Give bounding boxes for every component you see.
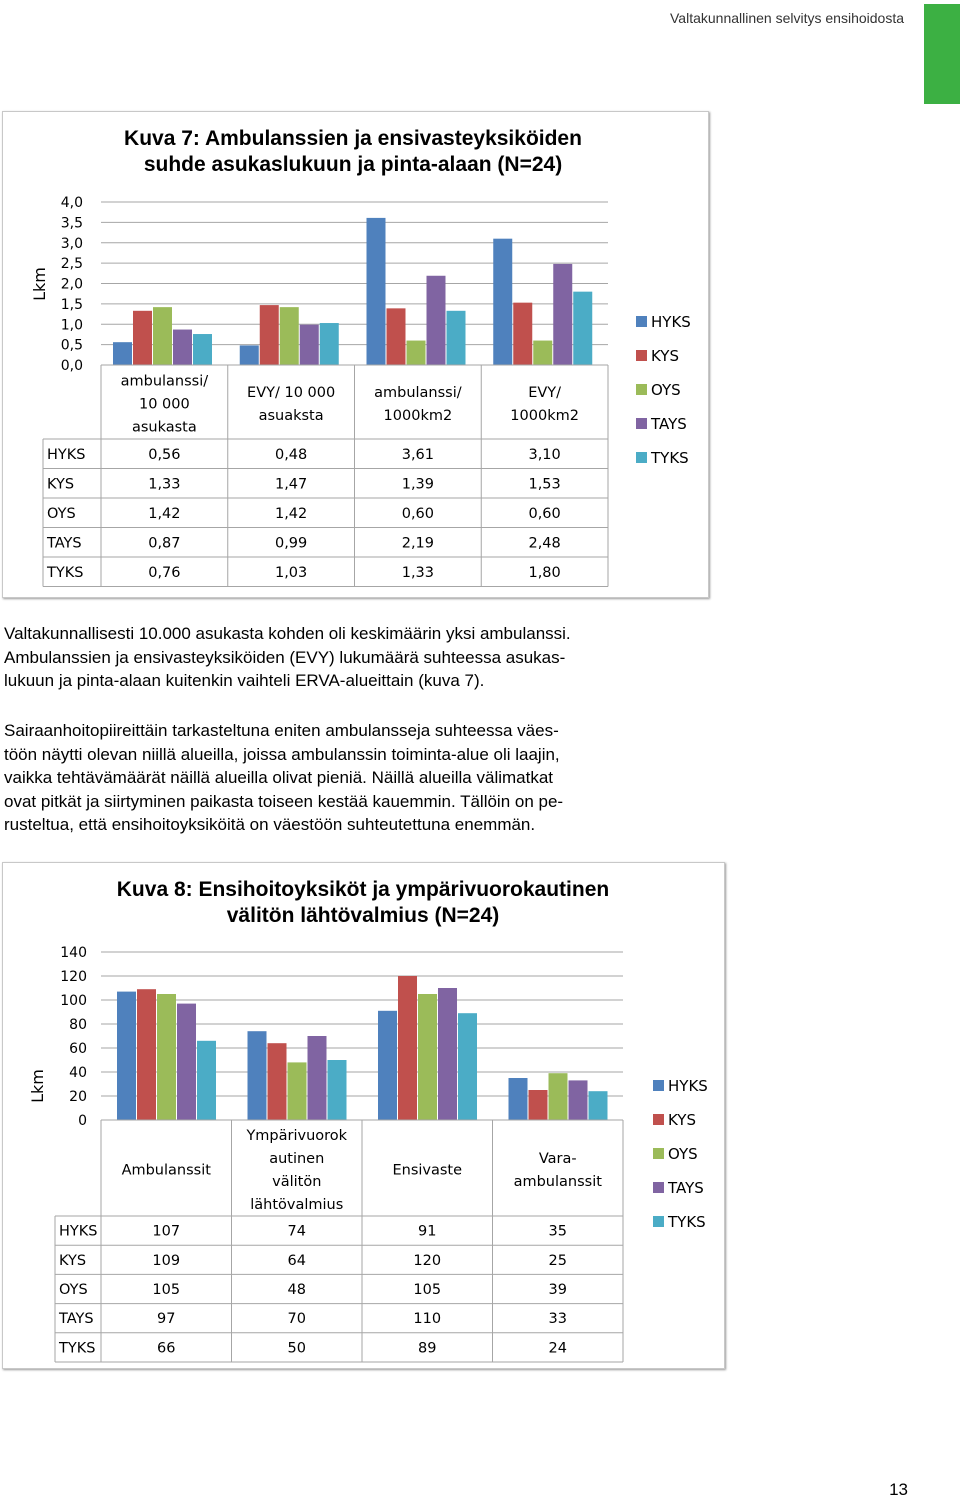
bar-hyks xyxy=(367,218,386,365)
chart-title-line: Kuva 8: Ensihoitoyksiköt ja ympärivuorokautinen xyxy=(116,878,610,901)
bar-oys xyxy=(153,307,172,365)
bar-kys xyxy=(529,1090,548,1120)
bar-kys xyxy=(260,305,279,365)
category-label: lähtövalmius xyxy=(250,1197,344,1213)
bar-tays xyxy=(427,276,446,365)
bar-kys xyxy=(137,989,156,1120)
text-line: Valtakunnallisesti 10.000 asukasta kohden oli keskimäärin yksi ambulanssi. xyxy=(4,624,571,643)
category-label: Ympärivuorok xyxy=(246,1128,348,1144)
y-axis-label: Lkm xyxy=(30,267,49,301)
bar-tyks xyxy=(328,1060,347,1120)
series-row-label: TAYS xyxy=(59,1311,94,1328)
bar-hyks xyxy=(240,345,259,365)
legend-swatch-tyks xyxy=(653,1216,664,1227)
y-tick-label: 2,0 xyxy=(60,276,83,293)
bar-tyks xyxy=(589,1091,608,1120)
text-line: Sairaanhoitopiireittäin tarkasteltuna eniten ambulansseja suhteessa väes- xyxy=(4,721,559,740)
bar-tyks xyxy=(197,1041,216,1120)
category-label: Ambulanssit xyxy=(121,1162,211,1179)
bar-kys xyxy=(387,308,406,365)
series-row-label: OYS xyxy=(47,505,76,522)
bar-hyks xyxy=(493,239,512,365)
bar-kys xyxy=(513,303,532,365)
green-margin-tab xyxy=(924,4,960,104)
data-value: 1,33 xyxy=(401,564,435,581)
legend-label: HYKS xyxy=(651,313,691,331)
data-value: 3,61 xyxy=(401,446,435,463)
y-tick-label: 60 xyxy=(69,1041,87,1057)
bar-oys xyxy=(407,341,426,365)
legend-swatch-hyks xyxy=(636,316,647,327)
series-row-label: KYS xyxy=(47,476,75,493)
bar-hyks xyxy=(248,1031,267,1120)
data-value: 0,60 xyxy=(528,505,561,522)
data-value: 50 xyxy=(287,1340,306,1357)
data-value: 110 xyxy=(413,1311,442,1328)
data-value: 89 xyxy=(418,1340,437,1357)
data-value: 0,99 xyxy=(274,535,308,552)
data-value: 1,42 xyxy=(148,505,181,522)
data-value: 1,03 xyxy=(274,564,308,581)
category-label: Ensivaste xyxy=(392,1162,463,1179)
category-label: ambulanssit xyxy=(513,1174,602,1190)
bar-kys xyxy=(133,311,152,365)
legend-label: KYS xyxy=(668,1111,696,1129)
y-tick-label: 40 xyxy=(69,1065,87,1081)
data-value: 0,56 xyxy=(148,446,181,463)
category-label: EVY/ xyxy=(528,385,562,401)
bar-tays xyxy=(177,1004,196,1120)
y-tick-label: 2,5 xyxy=(60,256,83,273)
data-value: 109 xyxy=(152,1252,181,1269)
data-value: 91 xyxy=(418,1223,437,1240)
legend-swatch-kys xyxy=(653,1114,664,1125)
data-value: 105 xyxy=(152,1282,181,1298)
bar-tays xyxy=(438,988,457,1120)
y-tick-label: 100 xyxy=(60,993,87,1009)
data-value: 0,48 xyxy=(274,446,308,463)
data-value: 74 xyxy=(287,1223,306,1240)
data-value: 66 xyxy=(157,1340,176,1357)
paragraph-1 xyxy=(4,622,696,693)
category-label: ambulanssi/ xyxy=(374,385,462,401)
y-tick-label: 80 xyxy=(69,1017,87,1033)
y-tick-label: 20 xyxy=(69,1089,87,1105)
chart-title-line: suhde asukaslukuun ja pinta-alaan (N=24) xyxy=(143,153,563,176)
y-tick-label: 0,0 xyxy=(60,358,83,374)
legend-swatch-hyks xyxy=(653,1080,664,1091)
bar-tyks xyxy=(447,311,466,365)
data-value: 2,48 xyxy=(528,535,561,552)
text-line: ovat pitkät ja siirtyminen paikasta toiseen kestää kauemmin. Tällöin on pe- xyxy=(4,791,564,811)
bar-oys xyxy=(280,307,299,365)
data-value: 120 xyxy=(413,1252,442,1269)
page-number: 13 xyxy=(889,1480,908,1499)
running-header: Valtakunnallinen selvitys ensihoidosta xyxy=(670,10,904,26)
bar-tyks xyxy=(573,292,592,365)
bar-tays xyxy=(308,1036,327,1120)
data-value: 1,47 xyxy=(274,476,308,493)
category-label: asukasta xyxy=(131,419,197,436)
legend-label: OYS xyxy=(668,1145,698,1163)
category-label: asuaksta xyxy=(258,408,324,424)
data-value: 24 xyxy=(548,1340,567,1357)
data-value: 0,76 xyxy=(148,564,181,581)
data-value: 105 xyxy=(413,1282,442,1298)
data-value: 64 xyxy=(287,1252,306,1269)
data-value: 70 xyxy=(287,1311,306,1328)
series-row-label: HYKS xyxy=(59,1223,98,1240)
data-value: 1,33 xyxy=(148,476,181,493)
data-value: 2,19 xyxy=(401,535,435,552)
y-tick-label: 120 xyxy=(60,969,87,985)
bar-hyks xyxy=(509,1078,528,1120)
data-value: 97 xyxy=(157,1311,176,1328)
bar-oys xyxy=(157,994,176,1120)
y-tick-label: 3,0 xyxy=(60,235,83,252)
bar-oys xyxy=(549,1073,568,1120)
data-value: 35 xyxy=(548,1223,567,1240)
legend-label: TYKS xyxy=(651,449,689,467)
category-label: 1000km2 xyxy=(383,408,453,424)
text-line: lukuun ja pinta-alaan kuitenkin vaihteli ERVA-alueittain (kuva 7). xyxy=(4,671,485,690)
category-label: ambulanssi/ xyxy=(120,373,209,390)
y-tick-label: 0 xyxy=(78,1113,87,1129)
legend-label: HYKS xyxy=(668,1077,708,1095)
legend-swatch-kys xyxy=(636,350,647,361)
data-value: 107 xyxy=(152,1223,181,1240)
legend-swatch-oys xyxy=(636,384,647,395)
bar-kys xyxy=(268,1043,287,1120)
text-line: rusteltua, että ensihoitoyksiköitä on väestöön suhteutettuna enemmän. xyxy=(4,815,536,834)
y-tick-label: 3,5 xyxy=(60,215,83,232)
category-label: EVY/ 10 000 xyxy=(247,385,336,401)
text-line: Ambulanssien ja ensivasteyksiköiden (EVY) lukumäärä suhteessa asukas- xyxy=(4,647,566,667)
text-line: töön näytti olevan niillä alueilla, joissa ambulanssin toiminta-alue oli laajin, xyxy=(4,744,560,764)
bar-tays xyxy=(569,1080,588,1120)
bar-oys xyxy=(533,341,552,365)
y-tick-label: 4,0 xyxy=(60,195,83,211)
data-value: 1,39 xyxy=(401,476,435,493)
chart-title-line: Kuva 7: Ambulanssien ja ensivasteyksiköiden xyxy=(124,127,582,150)
bar-oys xyxy=(418,994,437,1120)
bar-oys xyxy=(288,1062,307,1120)
y-tick-label: 0,5 xyxy=(60,337,83,354)
bar-tays xyxy=(553,264,572,365)
data-value: 1,80 xyxy=(528,564,561,581)
y-tick-label: 1,5 xyxy=(60,296,83,313)
y-axis-label: Lkm xyxy=(28,1069,47,1103)
data-value: 33 xyxy=(548,1311,567,1328)
bar-kys xyxy=(398,976,417,1120)
legend-swatch-oys xyxy=(653,1148,664,1159)
data-value: 0,60 xyxy=(401,505,435,522)
data-value: 0,87 xyxy=(148,535,181,552)
category-label: 10 000 xyxy=(139,396,190,413)
chart-kuva-7 xyxy=(2,111,709,598)
data-value: 48 xyxy=(287,1282,306,1298)
chart-plot xyxy=(3,112,708,597)
series-row-label: TAYS xyxy=(47,535,82,552)
y-tick-label: 140 xyxy=(60,945,87,961)
legend-swatch-tays xyxy=(636,418,647,429)
chart-plot xyxy=(3,863,724,1368)
chart-title-line: välitön lähtövalmius (N=24) xyxy=(226,904,500,927)
category-label: autinen xyxy=(269,1151,325,1167)
series-row-label: TYKS xyxy=(59,1340,96,1357)
category-label: välitön xyxy=(272,1174,322,1190)
text-line: vaikka tehtävämäärät näillä alueilla olivat pieniä. Näillä alueilla välimatkat xyxy=(4,768,554,787)
bar-tyks xyxy=(320,323,339,365)
legend-label: TAYS xyxy=(668,1179,704,1197)
category-label: Vara- xyxy=(538,1151,577,1167)
data-value: 3,10 xyxy=(528,446,561,463)
data-value: 25 xyxy=(548,1252,567,1269)
data-value: 1,42 xyxy=(274,505,308,522)
bar-hyks xyxy=(113,342,132,365)
legend-label: TAYS xyxy=(651,415,687,433)
legend-label: OYS xyxy=(651,381,681,399)
bar-tyks xyxy=(193,334,212,365)
y-tick-label: 1,0 xyxy=(60,317,83,334)
bar-hyks xyxy=(378,1011,397,1120)
series-row-label: OYS xyxy=(59,1282,88,1298)
legend-swatch-tyks xyxy=(636,452,647,463)
series-row-label: KYS xyxy=(59,1252,87,1269)
bar-hyks xyxy=(117,992,136,1120)
bar-tays xyxy=(173,330,192,365)
series-row-label: HYKS xyxy=(47,446,86,463)
legend-label: KYS xyxy=(651,347,679,365)
paragraph-2 xyxy=(4,719,696,837)
legend-swatch-tays xyxy=(653,1182,664,1193)
data-value: 39 xyxy=(548,1282,567,1298)
category-label: 1000km2 xyxy=(510,408,579,424)
series-row-label: TYKS xyxy=(47,564,84,581)
bar-tyks xyxy=(458,1013,477,1120)
bar-tays xyxy=(300,325,319,365)
legend-label: TYKS xyxy=(668,1213,706,1231)
data-value: 1,53 xyxy=(528,476,561,493)
chart-kuva-8 xyxy=(2,862,725,1369)
